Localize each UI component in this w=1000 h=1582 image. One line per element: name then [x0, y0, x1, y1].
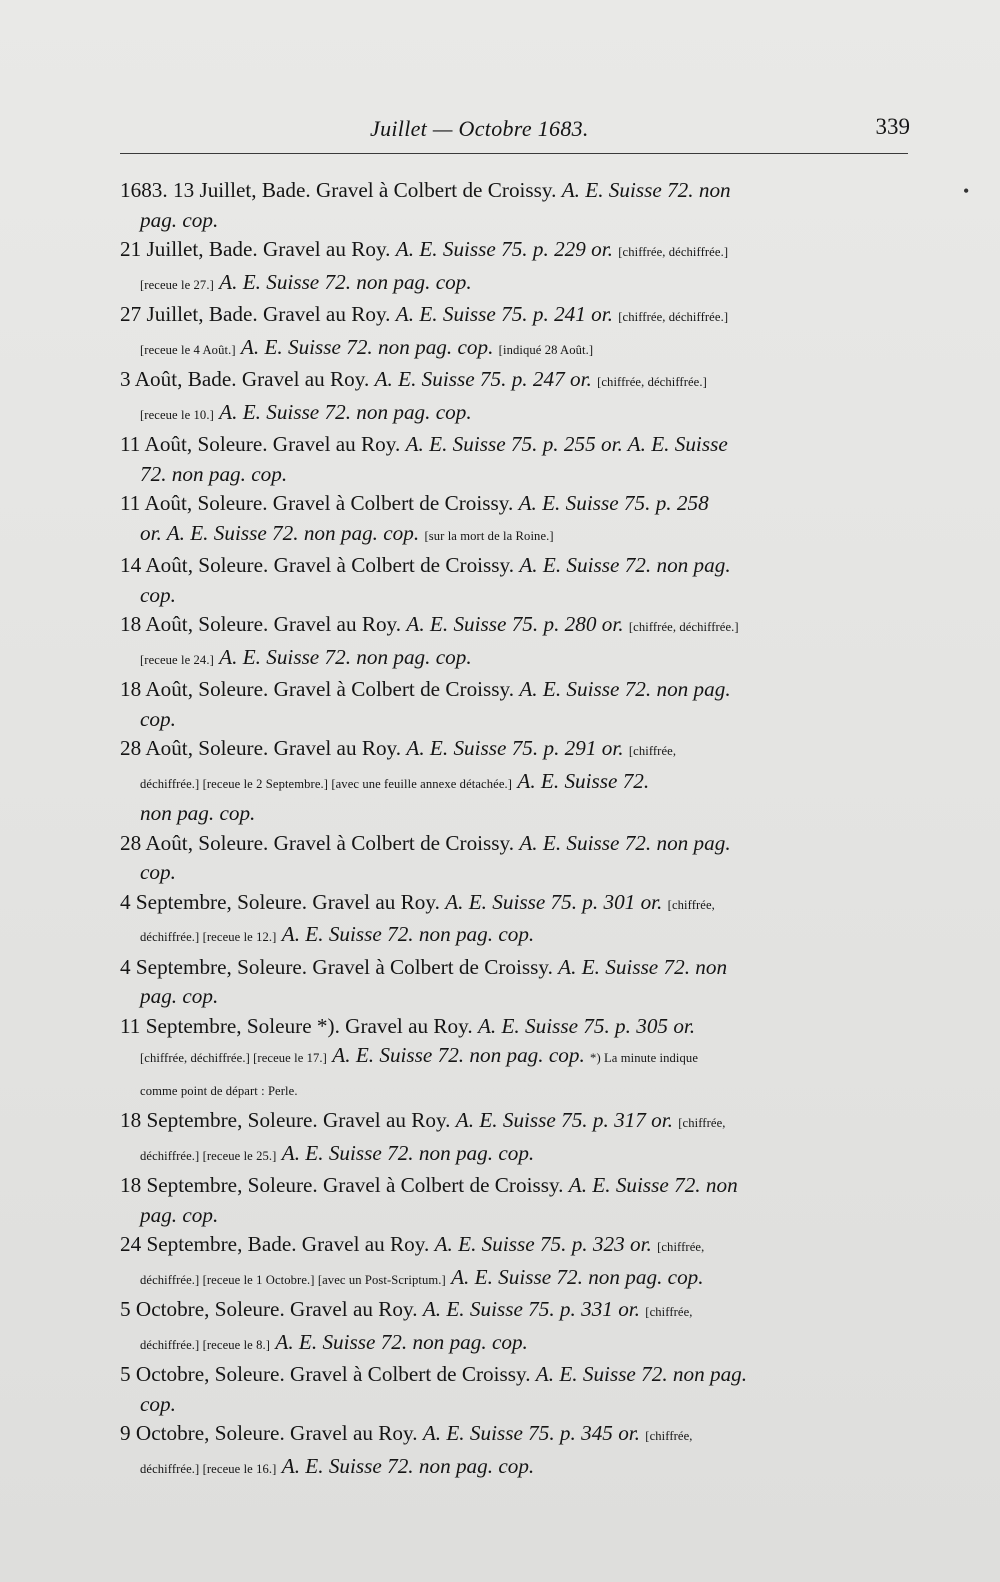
entry-line — [120, 610, 910, 643]
entry-note: comme point de départ : Perle. — [140, 1083, 298, 1098]
entry-heading: 4 Septembre, Soleure. Gravel au Roy. — [120, 889, 446, 914]
entry-note: [indiqué 28 Août.] — [498, 342, 594, 357]
entry-line — [120, 430, 910, 460]
entry-heading: 1683. 13 Juillet, Bade. Gravel à Colbert de Croissy. — [120, 178, 562, 202]
entry-line — [120, 268, 910, 301]
entry-note: [receue le 4 Août.] — [140, 342, 236, 357]
entry-line — [120, 1295, 910, 1328]
entry — [120, 888, 910, 953]
entry-line — [120, 1230, 910, 1263]
archive-reference: A. E. Suisse 75. p. 291 or. — [406, 736, 624, 760]
entry-line — [120, 799, 910, 829]
archive-reference: A. E. Suisse 75. p. 258 — [518, 491, 709, 515]
archive-reference: A. E. Suisse 75. p. 241 or. — [395, 302, 613, 326]
archive-reference: cop. — [140, 706, 176, 731]
entry-line — [120, 705, 910, 735]
page-number: 339 — [875, 114, 910, 139]
entry-heading: 28 Août, Soleure. Gravel au Roy. — [120, 736, 407, 760]
entry — [120, 176, 910, 235]
entry-line — [120, 982, 910, 1012]
archive-reference: A. E. Suisse 75. p. 229 or. — [395, 237, 613, 261]
archive-reference: pag. cop. — [140, 1202, 219, 1227]
archive-reference: non pag. cop. — [140, 801, 256, 825]
entry — [120, 235, 910, 300]
entry-line — [120, 489, 910, 519]
entries-list — [120, 176, 910, 1484]
entry — [120, 551, 910, 610]
entry — [120, 1230, 910, 1295]
entry-note: [receue le 27.] — [140, 277, 214, 292]
archive-reference: A. E. Suisse 72. non pag. — [519, 553, 731, 577]
archive-reference: cop. — [140, 1391, 176, 1416]
entry-note: *) La minute indique — [590, 1051, 699, 1065]
entry-note: [chiffrée, — [628, 744, 677, 758]
entry-heading: 4 Septembre, Soleure. Gravel à Colbert de Croissy. — [120, 954, 559, 979]
entry-line — [120, 858, 910, 888]
entry-note: [chiffrée, déchiffrée.] — [618, 245, 729, 259]
entry-note: déchiffrée.] [receue le 12.] — [140, 930, 277, 944]
entry-line — [120, 888, 910, 921]
entry-line — [120, 767, 910, 800]
entry — [120, 675, 910, 734]
entry-note: [sur la mort de la Roine.] — [424, 528, 554, 543]
entry-note: [chiffrée, déchiffrée.] [receue le 17.] — [140, 1051, 327, 1065]
archive-reference: A. E. Suisse 72. non — [561, 178, 731, 202]
archive-reference: A. E. Suisse 72. non pag. cop. — [332, 1043, 585, 1067]
entry-note: [chiffrée, déchiffrée.] — [597, 375, 707, 389]
entry-note: [receue le 24.] — [140, 652, 214, 667]
entry-line — [120, 1263, 910, 1296]
archive-reference: A. E. Suisse 75. p. 255 or. A. E. Suisse — [405, 432, 728, 456]
entry-note: [chiffrée, — [678, 1116, 726, 1130]
entry — [120, 300, 910, 365]
header-rule — [120, 153, 908, 154]
entry-heading: 14 Août, Soleure. Gravel à Colbert de Croissy. — [120, 553, 520, 577]
entry-heading: 18 Août, Soleure. Gravel au Roy. — [120, 612, 407, 636]
entry-note: déchiffrée.] [receue le 1 Octobre.] [avec un Post-Scriptum.] — [140, 1272, 446, 1287]
entry-line — [120, 365, 910, 398]
archive-reference: A. E. Suisse 75. p. 345 or. — [422, 1421, 640, 1445]
entry-line — [120, 581, 910, 611]
entry-heading: 28 Août, Soleure. Gravel à Colbert de Croissy. — [120, 830, 520, 855]
entry-line — [120, 235, 910, 268]
entry-line — [120, 551, 910, 581]
entry-line — [120, 300, 910, 333]
entry-line — [120, 1074, 910, 1107]
entry-note: déchiffrée.] [receue le 2 Septembre.] [avec une feuille annexe détachée.] — [140, 776, 513, 791]
entry-line — [120, 1012, 910, 1042]
entry-line — [120, 734, 910, 767]
entry — [120, 1295, 910, 1360]
entry-line — [120, 920, 910, 953]
entry-heading: 18 Août, Soleure. Gravel à Colbert de Croissy. — [120, 677, 520, 701]
archive-reference: cop. — [140, 582, 176, 607]
archive-reference: 72. non pag. cop. — [140, 461, 288, 486]
entry-line — [120, 675, 910, 705]
entry-line — [120, 1328, 910, 1361]
entry — [120, 430, 910, 489]
archive-reference: A. E. Suisse 72. non pag. — [519, 677, 731, 701]
archive-reference: A. E. Suisse 72. non pag. cop. — [281, 1453, 535, 1478]
entry-line — [120, 1201, 910, 1231]
entry — [120, 1012, 910, 1107]
archive-reference: A. E. Suisse 72. non — [558, 954, 728, 979]
entry-line — [120, 1171, 910, 1201]
entry-heading: 5 Octobre, Soleure. Gravel à Colbert de Croissy. — [120, 1362, 536, 1386]
entry — [120, 610, 910, 675]
entry-line — [120, 1139, 910, 1172]
page-header — [120, 112, 910, 152]
entry-note: déchiffrée.] [receue le 16.] — [140, 1461, 277, 1476]
entry — [120, 829, 910, 888]
entry-heading: 11 Septembre, Soleure *). Gravel au Roy. — [120, 1013, 478, 1038]
entry-line — [120, 1452, 910, 1485]
entry-heading: 18 Septembre, Soleure. Gravel à Colbert de Croissy. — [120, 1173, 569, 1197]
entry-line — [120, 1360, 910, 1390]
archive-reference: or. A. E. Suisse 72. non pag. cop. — [140, 520, 420, 545]
archive-reference: A. E. Suisse 75. p. 323 or. — [434, 1232, 652, 1256]
archive-reference: A. E. Suisse 72. non pag. cop. — [219, 644, 472, 669]
entry — [120, 1360, 910, 1419]
entry-line — [120, 953, 910, 983]
entry-line — [120, 829, 910, 859]
entry-line — [120, 460, 910, 490]
entry-heading: 21 Juillet, Bade. Gravel au Roy. — [120, 237, 396, 261]
entry-note: déchiffrée.] [receue le 8.] — [140, 1337, 271, 1352]
entry-heading: 3 Août, Bade. Gravel au Roy. — [120, 367, 375, 391]
entry-line — [120, 176, 910, 206]
entry — [120, 734, 910, 829]
entry — [120, 365, 910, 430]
archive-reference: A. E. Suisse 75. p. 280 or. — [406, 612, 624, 636]
archive-reference: A. E. Suisse 72. non pag. — [535, 1362, 748, 1386]
entry-note: [chiffrée, — [645, 1429, 693, 1443]
entry-line — [120, 643, 910, 676]
archive-reference: A. E. Suisse 72. non pag. — [519, 830, 731, 855]
archive-reference: A. E. Suisse 75. p. 247 or. — [374, 367, 592, 391]
entry-line — [120, 206, 910, 236]
archive-reference: A. E. Suisse 75. p. 305 or. — [477, 1013, 696, 1038]
archive-reference: A. E. Suisse 72. non pag. cop. — [451, 1264, 704, 1289]
entry — [120, 489, 910, 551]
entry-heading: 11 Août, Soleure. Gravel à Colbert de Croissy. — [120, 491, 519, 515]
entry-note: [chiffrée, déchiffrée.] — [618, 310, 729, 324]
entry-heading: 18 Septembre, Soleure. Gravel au Roy. — [120, 1108, 456, 1132]
entry — [120, 1171, 910, 1230]
archive-reference: pag. cop. — [140, 984, 219, 1008]
entry-note: déchiffrée.] [receue le 25.] — [140, 1148, 277, 1163]
entry-note: [chiffrée, — [657, 1240, 705, 1254]
entry — [120, 953, 910, 1012]
entry-line — [120, 398, 910, 431]
archive-reference: A. E. Suisse 75. p. 301 or. — [445, 889, 663, 914]
archive-reference: pag. cop. — [140, 207, 219, 232]
margin-mark: • — [963, 181, 970, 201]
entry-note: [receue le 10.] — [140, 407, 214, 422]
archive-reference: cop. — [140, 860, 176, 884]
entry-heading: 9 Octobre, Soleure. Gravel au Roy. — [120, 1421, 423, 1445]
entry-heading: 11 Août, Soleure. Gravel au Roy. — [120, 432, 406, 456]
entry-heading: 27 Juillet, Bade. Gravel au Roy. — [120, 302, 396, 326]
entry — [120, 1419, 910, 1484]
entry-line — [120, 1106, 910, 1139]
entry-note: [chiffrée, déchiffrée.] — [628, 620, 739, 634]
entry-note: [chiffrée, — [645, 1305, 693, 1319]
archive-reference: A. E. Suisse 72. — [517, 768, 650, 793]
archive-reference: A. E. Suisse 72. non pag. cop. — [281, 1140, 535, 1165]
entry — [120, 1106, 910, 1171]
archive-reference: A. E. Suisse 72. non pag. cop. — [219, 269, 472, 294]
archive-reference: A. E. Suisse 72. non — [568, 1173, 738, 1197]
archive-reference: A. E. Suisse 75. p. 317 or. — [455, 1108, 673, 1132]
entry-line — [120, 1419, 910, 1452]
entry-heading: 24 Septembre, Bade. Gravel au Roy. — [120, 1232, 435, 1256]
archive-reference: A. E. Suisse 72. non pag. cop. — [281, 922, 535, 946]
archive-reference: A. E. Suisse 72. non pag. cop. — [275, 1329, 528, 1354]
entry-line — [120, 1390, 910, 1420]
archive-reference: A. E. Suisse 72. non pag. cop. — [240, 334, 494, 359]
running-title: Juillet — Octobre 1683. — [370, 116, 589, 141]
entry-line — [120, 519, 910, 552]
archive-reference: A. E. Suisse 72. non pag. cop. — [219, 399, 472, 424]
entry-note: [chiffrée, — [667, 897, 715, 912]
entry-line — [120, 1041, 910, 1074]
entry-heading: 5 Octobre, Soleure. Gravel au Roy. — [120, 1297, 423, 1321]
entry-line — [120, 333, 910, 366]
archive-reference: A. E. Suisse 75. p. 331 or. — [422, 1297, 640, 1321]
